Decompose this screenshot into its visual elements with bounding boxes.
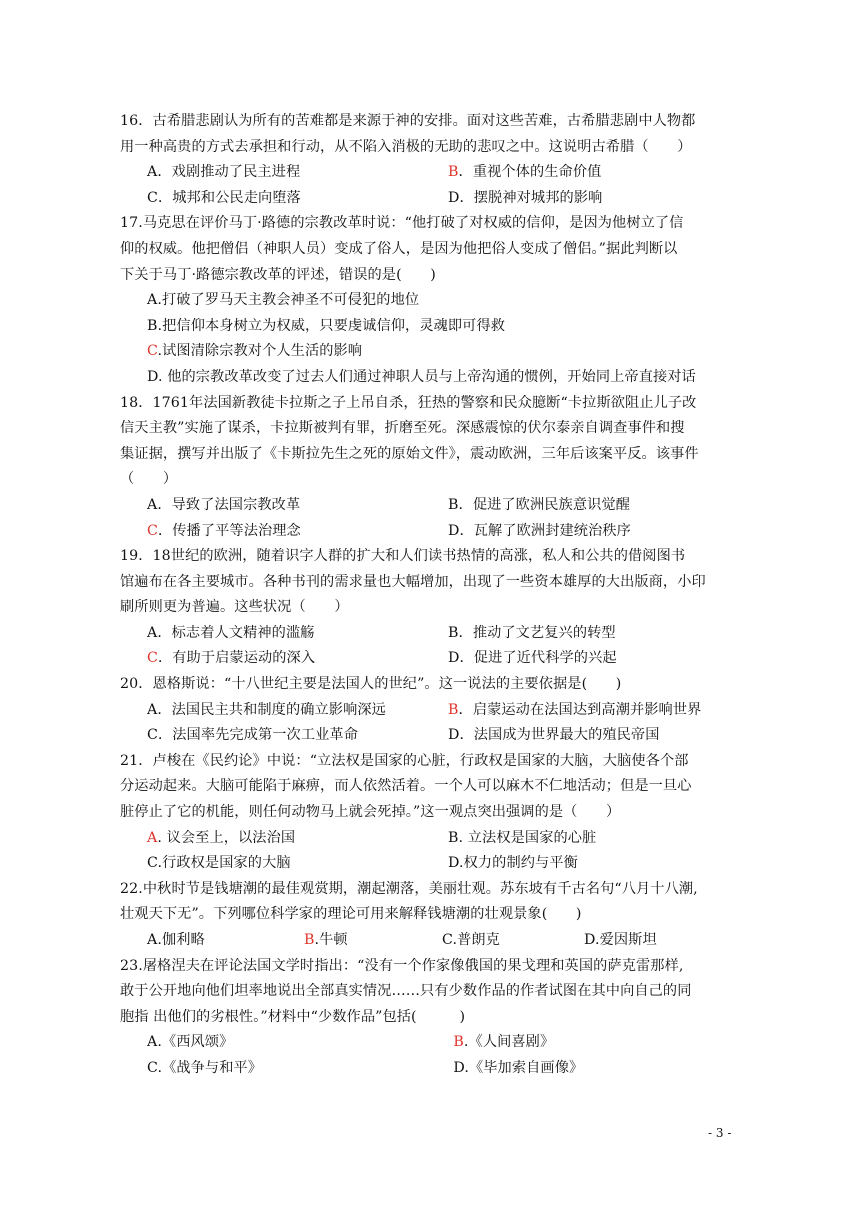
question-18-stem-line: （ ） xyxy=(120,471,178,488)
option-b: B．推动了文艺复兴的转型 xyxy=(448,624,616,641)
question-16 xyxy=(120,109,740,211)
option-b: B．重视个体的生命价值 xyxy=(448,164,602,181)
question-21-stem-line: 脏停止了它的机能，则任何动物马上就会死掉。”这一观点突出强调的是（ ） xyxy=(120,804,621,821)
option-c: C．法国率先完成第一次工业革命 xyxy=(147,727,358,744)
option-d: D．促进了近代科学的兴起 xyxy=(448,650,617,667)
option-a: A.伽利略 xyxy=(147,932,205,948)
answer-letter: A xyxy=(147,829,158,846)
option-d: D.爱因斯坦 xyxy=(584,932,657,948)
question-17 xyxy=(120,211,740,390)
option-b: B.牛顿 xyxy=(304,932,348,948)
question-18-stem-line: 信天主教”实施了谋杀，卡拉斯被判有罪，折磨至死。深感震惊的伏尔泰亲自调查事件和搜 xyxy=(120,420,685,437)
answer-letter: B xyxy=(304,932,315,948)
option-c: C．城邦和公民走向堕落 xyxy=(147,189,301,206)
option-a: A．标志着人文精神的滥觞 xyxy=(147,624,315,641)
answer-letter: B xyxy=(448,701,459,718)
question-22-stem-line: 壮观天下无”。下列哪位科学家的理论可用来解释钱塘潮的壮观景象( ) xyxy=(120,906,582,923)
page-number: - 3 - xyxy=(708,1126,732,1140)
option-a: A．法国民主共和制度的确立影响深远 xyxy=(147,701,386,718)
question-19-stem-line: 馆遍布在各主要城市。各种书刊的需求量也大幅增加，出现了一些资本雄厚的大出版商，小印 xyxy=(120,573,706,590)
option-d: D. 他的宗教改革改变了过去人们通过神职人员与上帝沟通的惯例，开始同上帝直接对话 xyxy=(147,368,696,385)
option-d: D.权力的制约与平衡 xyxy=(448,855,578,872)
option-d: D．瓦解了欧洲封建统治秩序 xyxy=(448,522,631,539)
option-c: C．传播了平等法治理念 xyxy=(147,522,301,539)
option-c: C.普朗克 xyxy=(442,932,500,948)
question-16-options-row xyxy=(120,186,740,212)
option-c: C．有助于启蒙运动的深入 xyxy=(147,650,316,667)
question-22-stem-line: 22.中秋时节是钱塘潮的最佳观赏期，潮起潮落，美丽壮观。苏东坡有千古名句“八月十八潮, xyxy=(120,880,698,897)
question-20-stem-line: 20．恩格斯说：“十八世纪主要是法国人的世纪”。这一说法的主要依据是( ) xyxy=(120,676,622,693)
question-18-stem-line: 18．1761年法国新教徒卡拉斯之子上吊自杀，狂热的警察和民众臆断“卡拉斯欲阻止儿子改 xyxy=(120,394,697,411)
question-21-options-row xyxy=(120,826,740,852)
option-b: B．促进了欧洲民族意识觉醒 xyxy=(448,496,630,513)
option-d: D．法国成为世界最大的殖民帝国 xyxy=(448,727,660,744)
option-a: A.打破了罗马天主教会神圣不可侵犯的地位 xyxy=(147,292,420,309)
question-21-stem-line: 分运动起来。大脑可能陷于麻痹，而人依然活着。一个人可以麻木不仁地活动；但是一旦心 xyxy=(120,778,692,795)
question-21 xyxy=(120,749,740,877)
option-a: A．导致了法国宗教改革 xyxy=(147,496,301,513)
answer-letter: B xyxy=(453,1034,464,1051)
question-23-stem-line: 23.屠格涅夫在评论法国文学时指出：“没有一个作家像俄国的果戈理和英国的萨克雷那样, xyxy=(120,957,684,974)
option-b: B．启蒙运动在法国达到高潮并影响世界 xyxy=(448,701,702,718)
answer-letter: B xyxy=(448,164,459,181)
question-22 xyxy=(120,877,740,954)
question-23 xyxy=(120,954,740,1082)
question-18-options-row xyxy=(120,493,740,519)
question-16-stem-line: 用一种高贵的方式去承担和行动，从不陷入消极的无助的悲叹之中。这说明古希腊（ ） xyxy=(120,138,692,155)
option-b: B. 立法权是国家的心脏 xyxy=(448,829,597,846)
option-d: D.《毕加索自画像》 xyxy=(453,1059,584,1076)
question-21-stem-line: 21．卢梭在《民约论》中说：“立法权是国家的心脏，行政权是国家的大脑，大脑使各个部 xyxy=(120,752,689,769)
question-18-options-row xyxy=(120,519,740,545)
question-18-stem-line: 集证据，撰写并出版了《卡斯拉先生之死的原始文件》，震动欧洲，三年后该案平反。该事件 xyxy=(120,445,699,462)
question-19 xyxy=(120,544,740,672)
question-17-stem-line: 仰的权威。他把僧侣（神职人员）变成了俗人，是因为他把俗人变成了僧侣。”据此判断以 xyxy=(120,240,678,257)
answer-letter: C xyxy=(147,650,158,667)
option-a: A. 议会至上，以法治国 xyxy=(147,829,296,846)
answer-letter: C xyxy=(147,343,158,360)
option-b: B.《人间喜剧》 xyxy=(453,1034,555,1051)
questions-area xyxy=(120,109,740,1082)
answer-letter: C xyxy=(147,522,158,539)
option-c: C.行政权是国家的大脑 xyxy=(147,855,291,872)
question-16-options-row xyxy=(120,160,740,186)
question-19-options-row xyxy=(120,646,740,672)
question-23-stem-line: 敢于公开地向他们坦率地说出全部真实情况……只有少数作品的作者试图在其中向自己的同 xyxy=(120,983,692,1000)
option-d: D．摆脱神对城邦的影响 xyxy=(448,189,603,206)
question-23-options-row xyxy=(120,1030,740,1056)
question-20 xyxy=(120,672,740,749)
option-c: C.试图清除宗教对个人生活的影响 xyxy=(147,343,363,360)
option-a: A．戏剧推动了民主进程 xyxy=(147,164,301,181)
question-20-options-row xyxy=(120,698,740,724)
question-22-options-row xyxy=(120,928,740,954)
option-a: A.《西风颂》 xyxy=(147,1034,234,1051)
question-23-options-row xyxy=(120,1056,740,1082)
question-17-stem-line: 17.马克思在评价马丁·路德的宗教改革时说：“他打破了对权威的信仰，是因为他树立了信 xyxy=(120,215,684,232)
question-19-options-row xyxy=(120,621,740,647)
question-16-stem-line: 16．古希腊悲剧认为所有的苦难都是来源于神的安排。面对这些苦难，古希腊悲剧中人物都 xyxy=(120,113,696,129)
question-19-stem-line: 刷所则更为普遍。这些状况（ ） xyxy=(120,599,349,616)
option-b: B.把信仰本身树立为权威，只要虔诚信仰，灵魂即可得救 xyxy=(147,317,506,334)
option-c: C.《战争与和平》 xyxy=(147,1059,263,1076)
question-21-options-row xyxy=(120,851,740,877)
question-19-stem-line: 19．18世纪的欧洲，随着识字人群的扩大和人们读书热情的高涨，私人和公共的借阅图书 xyxy=(120,548,686,565)
question-17-stem-line: 下关于马丁·路德宗教改革的评述，错误的是( ) xyxy=(120,266,436,283)
question-18 xyxy=(120,391,740,545)
question-20-options-row xyxy=(120,723,740,749)
question-23-stem-line: 胞指 出他们的劣根性。”材料中“少数作品”包括( ) xyxy=(120,1008,466,1025)
